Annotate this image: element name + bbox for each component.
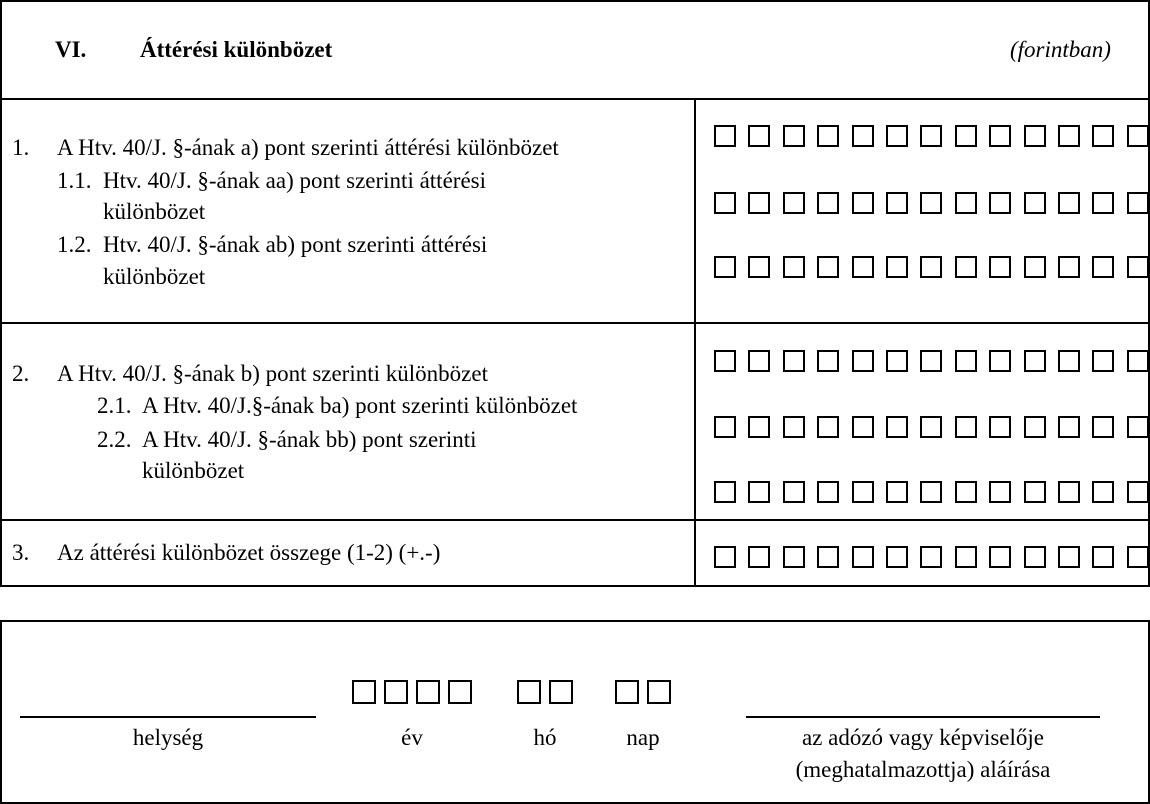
digit-cell[interactable] <box>783 125 805 147</box>
digit-cell[interactable] <box>1058 256 1080 278</box>
row-number: 1. <box>12 135 30 160</box>
subrow-label: A Htv. 40/J.§-ának ba) pont szerinti különbözet <box>142 393 578 418</box>
place-label: helység <box>132 725 204 750</box>
digit-cell[interactable] <box>1058 192 1080 214</box>
digit-cell[interactable] <box>955 481 977 503</box>
signer-label-cont: (meghatalmazottja) aláírása <box>795 757 1051 782</box>
digit-cell[interactable] <box>615 680 639 704</box>
digit-cell[interactable] <box>1024 481 1046 503</box>
amount-field-2-2[interactable] <box>714 481 1149 503</box>
digit-cell[interactable] <box>852 125 874 147</box>
digit-cell[interactable] <box>955 192 977 214</box>
digit-cell[interactable] <box>1092 350 1114 372</box>
signature-line[interactable] <box>746 716 1100 718</box>
digit-cell[interactable] <box>955 256 977 278</box>
subrow-number: 1.1. <box>57 168 92 193</box>
digit-cell[interactable] <box>714 192 736 214</box>
section-number: VI. <box>55 37 87 62</box>
digit-cell[interactable] <box>817 481 839 503</box>
digit-cell[interactable] <box>989 125 1011 147</box>
digit-cell[interactable] <box>783 350 805 372</box>
digit-cell[interactable] <box>955 546 977 568</box>
row-label: A Htv. 40/J. §-ának a) pont szerinti áttérési különbözet <box>57 135 559 160</box>
digit-cell[interactable] <box>817 546 839 568</box>
digit-cell[interactable] <box>1058 481 1080 503</box>
digit-cell[interactable] <box>1127 481 1149 503</box>
digit-cell[interactable] <box>714 256 736 278</box>
subrow-label-cont: különbözet <box>142 458 245 483</box>
digit-cell[interactable] <box>1127 350 1149 372</box>
digit-cell[interactable] <box>955 125 977 147</box>
row-label: A Htv. 40/J. §-ának b) pont szerinti különbözet <box>57 361 488 386</box>
digit-cell[interactable] <box>920 546 942 568</box>
digit-cell[interactable] <box>448 680 472 704</box>
digit-cell[interactable] <box>1024 416 1046 438</box>
amount-field-2[interactable] <box>714 350 1149 372</box>
digit-cell[interactable] <box>783 546 805 568</box>
digit-cell[interactable] <box>1092 481 1114 503</box>
digit-cell[interactable] <box>886 350 908 372</box>
digit-cell[interactable] <box>517 680 541 704</box>
digit-cell[interactable] <box>989 192 1011 214</box>
digit-cell[interactable] <box>1058 125 1080 147</box>
digit-cell[interactable] <box>549 680 573 704</box>
signer-label: az adózó vagy képviselője <box>801 725 1045 750</box>
digit-cell[interactable] <box>1024 256 1046 278</box>
row-divider <box>0 322 1150 324</box>
digit-cell[interactable] <box>1092 416 1114 438</box>
digit-cell[interactable] <box>748 416 770 438</box>
digit-cell[interactable] <box>783 256 805 278</box>
digit-cell[interactable] <box>1058 350 1080 372</box>
amount-field-1[interactable] <box>714 125 1149 147</box>
subrow-label-cont: különbözet <box>103 264 206 289</box>
digit-cell[interactable] <box>783 416 805 438</box>
digit-cell[interactable] <box>955 416 977 438</box>
digit-cell[interactable] <box>817 350 839 372</box>
digit-cell[interactable] <box>852 481 874 503</box>
year-field[interactable] <box>352 680 480 704</box>
subrow-number: 2.1. <box>97 393 132 418</box>
digit-cell[interactable] <box>714 416 736 438</box>
row-number: 2. <box>12 361 30 386</box>
digit-cell[interactable] <box>714 546 736 568</box>
row-divider <box>0 519 1150 521</box>
column-divider <box>694 98 696 587</box>
digit-cell[interactable] <box>384 680 408 704</box>
digit-cell[interactable] <box>1092 125 1114 147</box>
digit-cell[interactable] <box>1092 256 1114 278</box>
place-line[interactable] <box>20 716 316 718</box>
digit-cell[interactable] <box>1024 350 1046 372</box>
digit-cell[interactable] <box>714 481 736 503</box>
day-field[interactable] <box>615 680 679 704</box>
month-field[interactable] <box>517 680 581 704</box>
digit-cell[interactable] <box>886 125 908 147</box>
digit-cell[interactable] <box>920 416 942 438</box>
digit-cell[interactable] <box>783 481 805 503</box>
row-number: 3. <box>12 540 30 565</box>
digit-cell[interactable] <box>920 192 942 214</box>
amount-field-3[interactable] <box>714 546 1149 568</box>
digit-cell[interactable] <box>1127 125 1149 147</box>
digit-cell[interactable] <box>886 256 908 278</box>
amount-field-2-1[interactable] <box>714 416 1149 438</box>
digit-cell[interactable] <box>989 416 1011 438</box>
digit-cell[interactable] <box>1127 256 1149 278</box>
section-title: Áttérési különbözet <box>140 37 333 62</box>
digit-cell[interactable] <box>416 680 440 704</box>
unit-label: (forintban) <box>1010 37 1111 62</box>
digit-cell[interactable] <box>817 125 839 147</box>
digit-cell[interactable] <box>714 125 736 147</box>
digit-cell[interactable] <box>817 256 839 278</box>
digit-cell[interactable] <box>955 350 977 372</box>
digit-cell[interactable] <box>920 256 942 278</box>
digit-cell[interactable] <box>783 192 805 214</box>
digit-cell[interactable] <box>1058 546 1080 568</box>
digit-cell[interactable] <box>1024 192 1046 214</box>
subrow-label-cont: különbözet <box>103 199 206 224</box>
month-label: hó <box>533 725 557 750</box>
subrow-number: 2.2. <box>97 427 132 452</box>
digit-cell[interactable] <box>886 481 908 503</box>
digit-cell[interactable] <box>352 680 376 704</box>
digit-cell[interactable] <box>748 256 770 278</box>
digit-cell[interactable] <box>817 192 839 214</box>
digit-cell[interactable] <box>1058 416 1080 438</box>
digit-cell[interactable] <box>1092 546 1114 568</box>
digit-cell[interactable] <box>920 481 942 503</box>
digit-cell[interactable] <box>714 350 736 372</box>
digit-cell[interactable] <box>1092 192 1114 214</box>
digit-cell[interactable] <box>1127 192 1149 214</box>
digit-cell[interactable] <box>989 481 1011 503</box>
digit-cell[interactable] <box>1127 546 1149 568</box>
digit-cell[interactable] <box>989 350 1011 372</box>
amount-field-1-2[interactable] <box>714 256 1149 278</box>
digit-cell[interactable] <box>886 192 908 214</box>
digit-cell[interactable] <box>852 546 874 568</box>
digit-cell[interactable] <box>1127 416 1149 438</box>
digit-cell[interactable] <box>647 680 671 704</box>
digit-cell[interactable] <box>852 192 874 214</box>
digit-cell[interactable] <box>748 481 770 503</box>
subrow-label: Htv. 40/J. §-ának aa) pont szerinti áttérési <box>103 168 486 193</box>
digit-cell[interactable] <box>852 416 874 438</box>
amount-field-1-1[interactable] <box>714 192 1149 214</box>
digit-cell[interactable] <box>989 256 1011 278</box>
subrow-label: Htv. 40/J. §-ának ab) pont szerinti áttérési <box>103 232 488 257</box>
digit-cell[interactable] <box>748 192 770 214</box>
digit-cell[interactable] <box>748 350 770 372</box>
subrow-label: A Htv. 40/J. §-ának bb) pont szerinti <box>142 427 477 452</box>
digit-cell[interactable] <box>920 125 942 147</box>
digit-cell[interactable] <box>852 350 874 372</box>
year-label: év <box>401 725 423 750</box>
row-label: Az áttérési különbözet összege (1-2) (+.-) <box>57 540 441 565</box>
digit-cell[interactable] <box>920 350 942 372</box>
digit-cell[interactable] <box>1024 546 1046 568</box>
digit-cell[interactable] <box>852 256 874 278</box>
day-label: nap <box>626 725 660 750</box>
row-divider <box>0 98 1150 100</box>
digit-cell[interactable] <box>748 125 770 147</box>
digit-cell[interactable] <box>886 416 908 438</box>
subrow-number: 1.2. <box>57 232 92 257</box>
digit-cell[interactable] <box>817 416 839 438</box>
digit-cell[interactable] <box>1024 125 1046 147</box>
digit-cell[interactable] <box>886 546 908 568</box>
digit-cell[interactable] <box>748 546 770 568</box>
digit-cell[interactable] <box>989 546 1011 568</box>
